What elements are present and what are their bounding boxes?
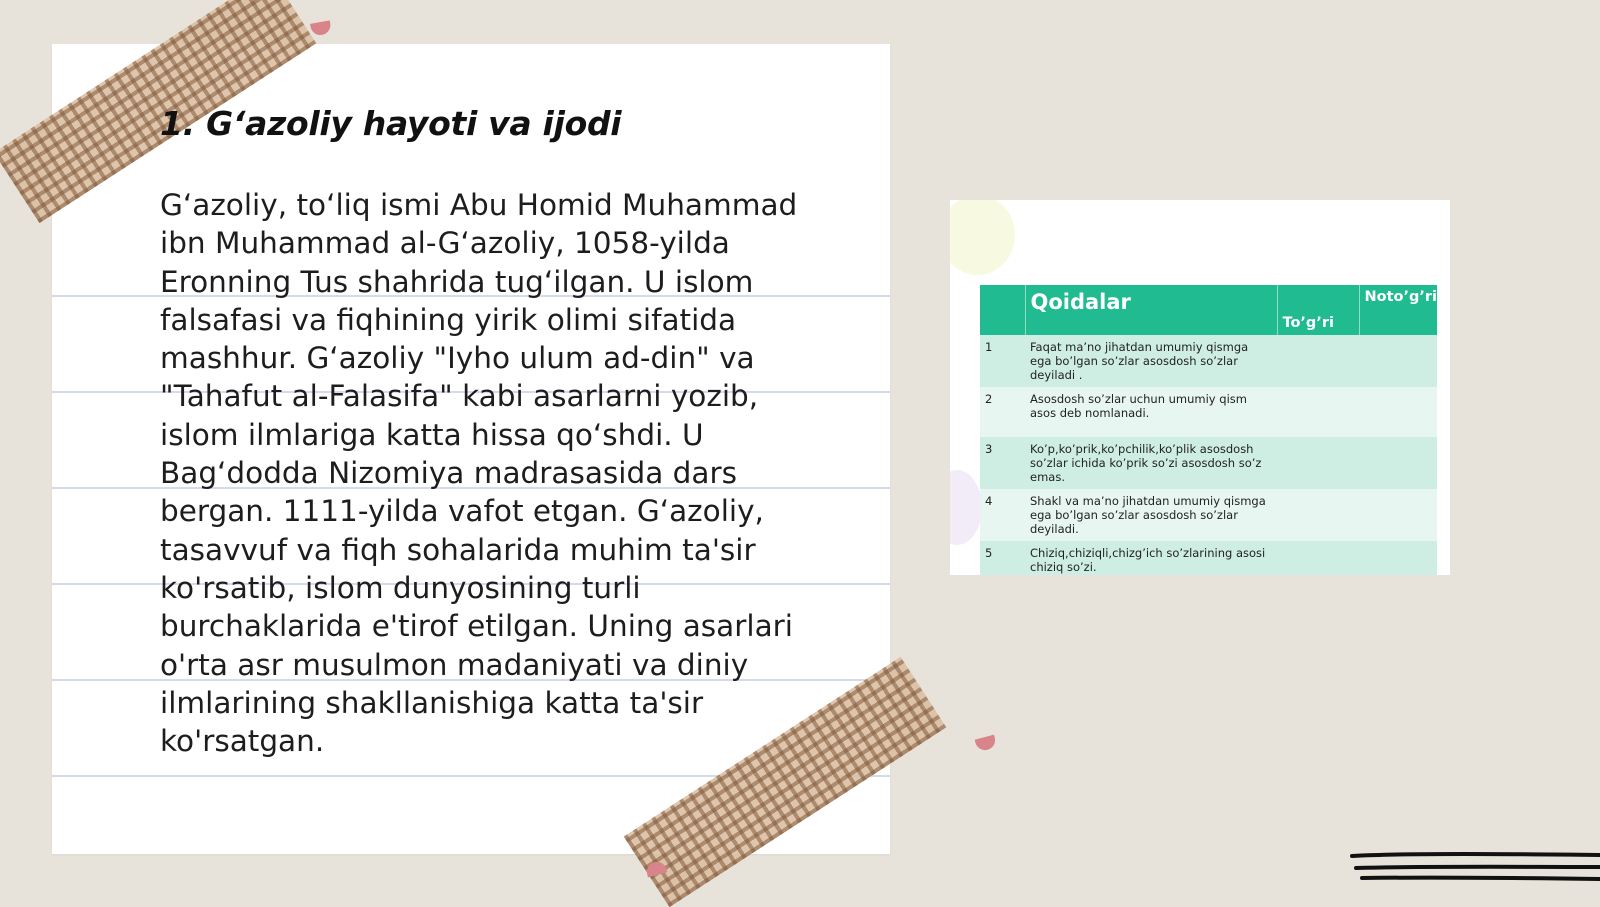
row-incorrect-cell[interactable] [1359, 387, 1437, 437]
rules-table [980, 285, 1437, 575]
table-row [980, 335, 1437, 387]
table-row [980, 437, 1437, 489]
row-incorrect-cell[interactable] [1359, 437, 1437, 489]
row-text: Shakl va ma’no jihatdan umumiy qismga ega bo’lgan so’zlar asosdosh so’zlar deyiladi. [1025, 489, 1277, 541]
row-text: Chiziq,chiziqli,chizg’ich so’zlarining asosi chiziq so’zi. [1025, 541, 1277, 575]
row-incorrect-cell[interactable] [1359, 335, 1437, 387]
rules-table-card [950, 200, 1450, 575]
row-incorrect-cell[interactable] [1359, 489, 1437, 541]
row-correct-cell[interactable] [1277, 437, 1359, 489]
table-header-rules: Qoidalar [1025, 285, 1277, 335]
row-incorrect-cell[interactable] [1359, 541, 1437, 575]
table-row [980, 489, 1437, 541]
table-header-incorrect: Noto’g’ri [1359, 285, 1437, 335]
decorative-blob [950, 200, 1015, 275]
table-header-correct: To’g’ri [1277, 285, 1359, 335]
row-correct-cell[interactable] [1277, 387, 1359, 437]
pin-top [310, 20, 332, 36]
row-text: Faqat ma’no jihatdan umumiy qismga ega bo’lgan so’zlar asosdosh so’zlar deyiladi . [1025, 335, 1277, 387]
table-row [980, 387, 1437, 437]
row-number: 5 [980, 541, 1025, 575]
row-text: Ko’p,ko’prik,ko’pchilik,ko’plik asosdosh so’zlar ichida ko’prik so’zi asosdosh so’z emas. [1025, 437, 1277, 489]
decorative-brush-lines [1350, 850, 1600, 890]
decorative-blob [950, 470, 982, 545]
row-correct-cell[interactable] [1277, 335, 1359, 387]
row-number: 3 [980, 437, 1025, 489]
slide-body-text: G‘azoliy, to‘liq ismi Abu Homid Muhammad ibn Muhammad al-G‘azoliy, 1058-yilda Eronning Tus shahrida tug‘ilgan. U islom falsafasi va fiqhining yirik olimi sifatida mashhur. G‘azoliy "Iyho ulum ad-din" va "Tahafut al-Falasifa" kabi asarlarni yozib, islom ilmlariga katta hissa qo‘shdi. U Bag‘dodda Nizomiya madrasasida dars bergan. 1111-yilda vafot etgan. G‘azoliy, tasavvuf va fiqh sohalarida muhim ta'sir ko'rsatib, islom dunyosining turli burchaklarida e'tirof etilgan. Uning asarlari o'rta asr musulmon madaniyati va diniy ilmlarining shakllanishiga katta ta'sir ko'rsatgan. [160, 188, 798, 759]
table-header-row [980, 285, 1437, 335]
row-number: 1 [980, 335, 1025, 387]
row-text: Asosdosh so’zlar uchun umumiy qism asos deb nomlanadi. [1025, 387, 1277, 437]
row-correct-cell[interactable] [1277, 489, 1359, 541]
table-row [980, 541, 1437, 575]
row-number: 2 [980, 387, 1025, 437]
pin-right [975, 735, 998, 753]
row-number: 4 [980, 489, 1025, 541]
row-correct-cell[interactable] [1277, 541, 1359, 575]
slide-title: 1. G‘azoliy hayoti va ijodi [160, 104, 622, 143]
table-header-num [980, 285, 1025, 335]
